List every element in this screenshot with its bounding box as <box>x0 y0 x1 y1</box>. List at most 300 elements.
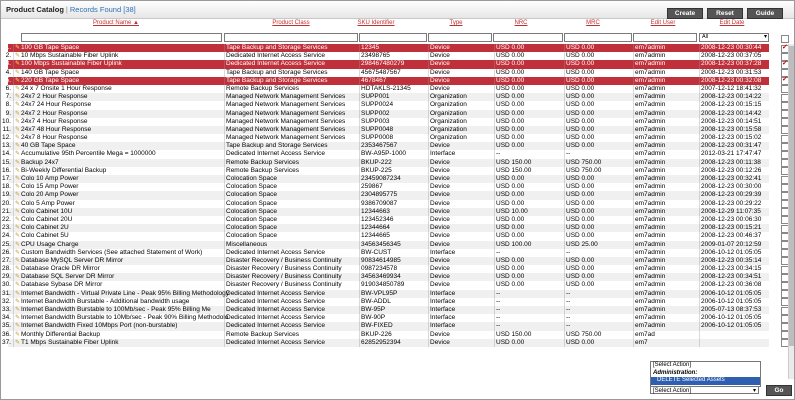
table-row[interactable] <box>5 93 769 101</box>
product-name-text[interactable]: 24x7 2 Hour Response <box>21 93 88 101</box>
cell-product-class: Disaster Recovery / Business Continuity <box>224 265 359 273</box>
table-row[interactable] <box>1 158 769 167</box>
cell-type: Interface <box>428 314 494 322</box>
cell-nrc: USD 0.00 <box>494 339 564 347</box>
product-name-text[interactable]: 24x7 2 Hour Response <box>21 109 88 117</box>
row-number: 32. <box>1 297 11 305</box>
cell-edit-user: em7admin <box>633 241 699 249</box>
edit-pencil-icon[interactable]: ✎ <box>15 216 21 223</box>
product-name-text[interactable]: 40 GB Tape Space <box>21 142 76 150</box>
cell-product-class: Colocation Space <box>224 232 359 240</box>
cell-sku: 34563469934 <box>359 273 428 281</box>
filter-nrc[interactable] <box>493 33 563 42</box>
table-row[interactable] <box>1 207 769 216</box>
row-number: 30. <box>1 281 11 289</box>
cell-product-class: Dedicated Internet Access Service <box>224 150 359 158</box>
column-header-product-class[interactable]: Product Class <box>272 20 310 26</box>
cell-type: Interface <box>428 150 494 158</box>
table-row[interactable] <box>1 314 769 322</box>
edit-pencil-icon[interactable]: ✎ <box>15 323 21 330</box>
column-header-sku[interactable]: SKU Identifier <box>357 20 395 26</box>
cell-type: Device <box>428 167 494 175</box>
cell-edit-user: em7admin <box>633 142 699 150</box>
table-row[interactable] <box>1 199 769 208</box>
cell-edit-user: em7admin <box>633 183 699 191</box>
product-name-text[interactable]: Colo Cabinet 5U <box>21 232 69 240</box>
action-select[interactable]: [Select Action] ▾ <box>650 386 759 394</box>
filter-edit-date-select[interactable]: All ▾ <box>699 33 769 42</box>
cell-sku: 259867 <box>359 183 428 191</box>
edit-pencil-icon[interactable]: ✎ <box>15 298 21 305</box>
row-number: 1. <box>5 44 11 51</box>
table-row[interactable] <box>1 248 769 257</box>
product-name-text[interactable]: Colo 5 Amp Power <box>21 199 75 207</box>
edit-pencil-icon[interactable]: ✎ <box>15 85 21 92</box>
column-header-product-name[interactable]: Product Name ▲ <box>93 20 139 26</box>
edit-pencil-icon[interactable]: ✎ <box>15 266 21 273</box>
product-name-text[interactable]: Database Oracle DR Mirror <box>21 265 100 273</box>
cell-mrc: USD 750.00 <box>564 331 633 339</box>
cell-product-class: Remote Backup Services <box>224 85 359 93</box>
cell-sku: 12345 <box>359 44 428 52</box>
table-row[interactable] <box>5 109 769 118</box>
cell-product-name <box>13 224 224 232</box>
table-row[interactable] <box>1 297 769 306</box>
row-number: 25. <box>1 240 11 248</box>
edit-pencil-icon[interactable]: ✎ <box>15 290 21 297</box>
table-row[interactable] <box>2 125 769 134</box>
cell-edit-date: 2008-12-23 00:30:44 <box>699 44 770 52</box>
cell-product-name <box>13 331 224 339</box>
cell-product-class: Colocation Space <box>224 200 359 208</box>
row-number: 16. <box>1 166 11 174</box>
table-row[interactable] <box>5 60 769 68</box>
edit-pencil-icon[interactable]: ✎ <box>15 307 21 313</box>
cell-edit-date: 2012-03-21 17:47:47 <box>699 150 770 158</box>
column-header-type[interactable]: Type <box>449 20 463 26</box>
cell-mrc: -- <box>564 322 633 330</box>
cell-product-class: Disaster Recovery / Business Continuity <box>224 281 359 289</box>
cell-type: Device <box>428 241 494 249</box>
cell-edit-date: 2008-12-23 00:31:47 <box>699 142 770 150</box>
cell-mrc: USD 750.00 <box>564 167 633 175</box>
title-text: Product Catalog <box>6 5 64 14</box>
product-name-text[interactable]: Colo 10 Amp Power <box>21 175 79 182</box>
table-row[interactable] <box>5 44 769 52</box>
cell-product-name <box>13 175 224 183</box>
table-row[interactable] <box>1 289 769 298</box>
cell-nrc: USD 0.00 <box>494 60 564 68</box>
edit-pencil-icon[interactable]: ✎ <box>15 102 21 109</box>
cell-sku: BW-A95P-1000 <box>359 150 428 158</box>
cell-product-class: Managed Network Management Services <box>224 134 359 142</box>
cell-edit-date: 2008-12-23 00:34:15 <box>699 265 770 273</box>
cell-type: Device <box>428 191 494 199</box>
column-header-edit-date[interactable]: Edit Date <box>719 20 745 26</box>
table-row[interactable] <box>1 273 769 281</box>
cell-type: Device <box>428 331 494 339</box>
cell-sku: HDTAKLS-21345 <box>359 85 428 93</box>
table-row[interactable] <box>1 322 769 330</box>
edit-pencil-icon[interactable]: ✎ <box>15 339 21 346</box>
filter-product-class[interactable] <box>224 33 358 42</box>
table-row[interactable] <box>1 134 769 142</box>
cell-product-name <box>13 208 224 216</box>
cell-product-class: Dedicated Internet Access Service <box>224 290 359 298</box>
row-number: 19. <box>1 191 11 199</box>
product-name-text[interactable]: Accumulative 95th Percentile Mega = 1000000 <box>21 150 156 158</box>
product-name-text[interactable]: 24 x 7 Onsite 1 Hour Response <box>21 84 112 92</box>
cell-type: Device <box>428 85 494 93</box>
table-row[interactable] <box>5 101 769 109</box>
cell-edit-date: 2006-10-12 01:05:05 <box>699 249 770 257</box>
cell-product-name <box>13 241 224 249</box>
cell-nrc: USD 0.00 <box>494 110 564 118</box>
product-name-text[interactable]: Internet Bandwidth Burstable to 10Mb/sec - Peak 90% Billing Methodolo <box>21 314 229 322</box>
table-row[interactable] <box>1 224 769 232</box>
cell-nrc: USD 10.00 <box>494 208 564 216</box>
product-name-text[interactable]: Backup 24x7 <box>21 158 59 166</box>
edit-pencil-icon[interactable]: ✎ <box>15 167 21 174</box>
cell-product-class: Managed Network Management Services <box>224 101 359 109</box>
cell-type: Device <box>428 44 494 52</box>
cell-type: Device <box>428 52 494 60</box>
cell-nrc: -- <box>494 150 564 158</box>
create-button[interactable]: Create <box>667 8 703 19</box>
cell-edit-date: 2006-10-12 01:05:05 <box>699 290 770 298</box>
cell-product-class: Colocation Space <box>224 216 359 224</box>
product-name-text[interactable]: Colo Cabinet 10U <box>21 207 73 215</box>
edit-pencil-icon[interactable]: ✎ <box>15 331 21 338</box>
cell-mrc: -- <box>564 150 633 158</box>
cell-edit-date: 2008-12-23 00:30:00 <box>699 183 770 191</box>
table-row[interactable] <box>1 265 769 273</box>
cell-type: Device <box>428 60 494 68</box>
cell-sku: SUPP0024 <box>359 101 428 109</box>
product-name-text[interactable]: Internet Bandwidth Fixed 10Mbps Port (non-burstable) <box>21 322 178 330</box>
cell-type: Device <box>428 208 494 216</box>
product-name-text[interactable]: Database MySQL Server DR Mirror <box>21 256 123 264</box>
cell-product-class: Disaster Recovery / Business Continuity <box>224 257 359 265</box>
cell-nrc: USD 0.00 <box>494 273 564 281</box>
product-name-text[interactable]: Colo 20 Amp Power <box>21 191 79 199</box>
cell-product-name <box>13 191 224 199</box>
cell-product-class: Remote Backup Services <box>224 167 359 175</box>
product-name-text[interactable]: Database SQL Server DR Mirror <box>21 273 115 281</box>
product-name-text[interactable]: 220 GB Tape Space <box>21 76 80 84</box>
edit-pencil-icon[interactable]: ✎ <box>15 282 21 289</box>
product-name-text[interactable]: 100 Mbps Sustainable Fiber Uplink <box>21 60 122 68</box>
product-name-text[interactable]: CPU Usage Charge <box>21 240 79 248</box>
edit-pencil-icon[interactable]: ✎ <box>15 225 21 232</box>
table-row[interactable] <box>1 215 769 224</box>
table-row[interactable] <box>5 76 769 85</box>
cell-product-name <box>13 322 224 330</box>
cell-product-class: Dedicated Internet Access Service <box>224 322 359 330</box>
edit-pencil-icon[interactable]: ✎ <box>15 249 21 256</box>
cell-edit-date: 2008-12-23 00:31:53 <box>699 69 770 77</box>
product-name-text[interactable]: 140 GB Tape Space <box>21 68 80 76</box>
edit-pencil-icon[interactable]: ✎ <box>15 151 21 158</box>
edit-pencil-icon[interactable]: ✎ <box>15 257 21 264</box>
edit-pencil-icon[interactable]: ✎ <box>15 61 21 68</box>
filter-edit-user[interactable] <box>633 33 697 42</box>
product-name-text[interactable]: 100 GB Tape Space <box>21 44 80 51</box>
cell-type: Device <box>428 257 494 265</box>
product-name-text[interactable]: Colo Cabinet 20U <box>21 215 73 223</box>
row-number: 4. <box>5 68 11 76</box>
edit-pencil-icon[interactable]: ✎ <box>15 53 21 60</box>
edit-pencil-icon[interactable]: ✎ <box>15 77 21 84</box>
row-number: 3. <box>5 60 11 68</box>
edit-pencil-icon[interactable]: ✎ <box>15 233 21 240</box>
table-row[interactable] <box>1 150 769 158</box>
product-name-text[interactable]: 24x7 24 Hour Response <box>21 101 92 109</box>
cell-product-name <box>13 110 224 118</box>
edit-pencil-icon[interactable]: ✎ <box>15 135 21 142</box>
product-name-text[interactable]: T1 Mbps Sustainable Fiber Uplink <box>21 338 119 346</box>
table-row[interactable] <box>1 191 769 199</box>
cell-type: Device <box>428 216 494 224</box>
menu-option-delete-assets[interactable]: DELETE Selected Assets <box>651 377 760 385</box>
cell-mrc: USD 0.00 <box>564 101 633 109</box>
column-header-edit-user[interactable]: Edit User <box>650 20 676 26</box>
cell-nrc: USD 150.00 <box>494 331 564 339</box>
cell-edit-user: em7admin <box>633 216 699 224</box>
table-row[interactable] <box>1 240 769 249</box>
cell-sku: 0987234578 <box>359 265 428 273</box>
cell-product-name <box>13 77 224 85</box>
edit-pencil-icon[interactable]: ✎ <box>15 208 21 215</box>
cell-mrc: USD 0.00 <box>564 191 633 199</box>
cell-nrc: USD 0.00 <box>494 200 564 208</box>
cell-product-name <box>13 298 224 306</box>
table-row[interactable] <box>1 281 769 289</box>
cell-type: Device <box>428 183 494 191</box>
cell-product-name <box>13 142 224 150</box>
cell-type: Interface <box>428 322 494 330</box>
edit-pencil-icon[interactable]: ✎ <box>15 274 21 281</box>
table-row[interactable] <box>1 117 769 126</box>
cell-edit-date: 2008-12-23 00:15:02 <box>699 134 770 142</box>
table-row[interactable] <box>1 142 769 150</box>
cell-mrc: USD 0.00 <box>564 142 633 150</box>
cell-mrc: USD 0.00 <box>564 216 633 224</box>
cell-edit-date: 2008-12-23 00:34:51 <box>699 273 770 281</box>
cell-mrc: USD 0.00 <box>564 200 633 208</box>
cell-edit-user: em7admin <box>633 44 699 52</box>
cell-mrc: USD 0.00 <box>564 126 633 134</box>
cell-type: Device <box>428 142 494 150</box>
cell-mrc: USD 0.00 <box>564 208 633 216</box>
cell-mrc: USD 0.00 <box>564 175 633 183</box>
product-name-text[interactable]: Bi-Weekly Differential Backup <box>21 166 107 174</box>
filter-type[interactable] <box>428 33 492 42</box>
cell-product-name <box>13 200 224 208</box>
cell-edit-user: em7admin <box>633 191 699 199</box>
cell-sku: BW-90P <box>359 314 428 322</box>
cell-mrc: USD 0.00 <box>564 339 633 347</box>
cell-product-name <box>13 314 229 322</box>
scrollbar[interactable] <box>788 44 794 379</box>
cell-product-class: Dedicated Internet Access Service <box>224 249 359 257</box>
cell-nrc: -- <box>494 322 564 330</box>
table-row[interactable] <box>1 183 769 191</box>
guide-button[interactable]: Guide <box>747 8 783 19</box>
cell-sku: BKUP-225 <box>359 167 428 175</box>
table-row[interactable] <box>5 52 769 60</box>
cell-edit-user: em7admin <box>633 298 699 306</box>
cell-nrc: USD 0.00 <box>494 101 564 109</box>
edit-pencil-icon[interactable]: ✎ <box>15 184 21 191</box>
product-name-text[interactable]: 24x7 48 Hour Response <box>21 125 92 133</box>
table-row[interactable] <box>1 306 769 314</box>
product-name-text[interactable]: Colo Cabinet 2U <box>21 224 69 232</box>
cell-mrc: USD 0.00 <box>564 52 633 60</box>
cell-type: Interface <box>428 306 494 314</box>
cell-product-name <box>13 232 224 240</box>
cell-product-name <box>13 44 224 52</box>
edit-pencil-icon[interactable]: ✎ <box>15 176 21 182</box>
row-number: 22. <box>1 215 11 223</box>
product-name-text[interactable]: 24x7 8 Hour Response <box>21 134 88 142</box>
filter-product-name[interactable] <box>21 33 222 42</box>
cell-edit-user: em7admin <box>633 126 699 134</box>
cell-nrc: USD 0.00 <box>494 69 564 77</box>
product-name-text[interactable]: Custom Bandwidth Services (See attached Statement of Work) <box>21 248 203 256</box>
cell-mrc: USD 0.00 <box>564 265 633 273</box>
cell-edit-date: 2006-10-12 01:05:05 <box>699 322 770 330</box>
table-row[interactable] <box>5 84 769 93</box>
cell-edit-date: 2008-12-23 00:14:51 <box>699 118 770 126</box>
product-name-text[interactable]: 24x7 4 Hour Response <box>21 117 88 125</box>
cell-sku: 34563456345 <box>359 241 428 249</box>
cell-mrc: -- <box>564 298 633 306</box>
cell-sku: 2353467567 <box>359 142 428 150</box>
cell-edit-date: 2006-10-12 01:05:05 <box>699 298 770 306</box>
scrollbar-thumb[interactable] <box>789 46 794 346</box>
column-header-nrc[interactable]: NRC <box>514 20 528 26</box>
cell-type: Organization <box>428 118 494 126</box>
product-name-text[interactable]: Monthly Differential Backup <box>21 330 101 338</box>
table-row[interactable] <box>1 232 769 240</box>
cell-edit-user: em7admin <box>633 265 699 273</box>
row-number: 18. <box>1 183 11 191</box>
edit-pencil-icon[interactable]: ✎ <box>15 118 21 125</box>
cell-nrc: USD 0.00 <box>494 257 564 265</box>
cell-type: Device <box>428 232 494 240</box>
product-name-text[interactable]: Internet Bandwidth - Virtual Private Line - Peak 95% Billing Methodology <box>21 289 229 297</box>
cell-edit-date: 2008-12-23 00:32:08 <box>699 77 770 85</box>
cell-type: Device <box>428 273 494 281</box>
row-number: 14. <box>1 150 11 158</box>
table-row[interactable] <box>1 256 769 265</box>
table-row[interactable] <box>1 330 769 339</box>
cell-edit-date <box>699 331 770 339</box>
edit-pencil-icon[interactable]: ✎ <box>15 126 21 133</box>
edit-pencil-icon[interactable]: ✎ <box>15 200 21 207</box>
table-row[interactable] <box>1 175 769 183</box>
cell-mrc: -- <box>564 306 633 314</box>
table-row[interactable] <box>1 166 769 175</box>
cell-product-class: Colocation Space <box>224 175 359 183</box>
cell-edit-date: 2008-12-23 00:35:14 <box>699 257 770 265</box>
column-header-mrc[interactable]: MRC <box>586 20 600 26</box>
table-row[interactable] <box>5 68 769 77</box>
cell-edit-user: em7admin <box>633 290 699 298</box>
cell-edit-user: em7admin <box>633 101 699 109</box>
cell-sku: SUPP003 <box>359 118 428 126</box>
edit-pencil-icon[interactable]: ✎ <box>15 315 21 322</box>
row-number: 17. <box>1 175 11 182</box>
cell-product-name <box>13 101 224 109</box>
cell-edit-user: em7admin <box>633 167 699 175</box>
filter-sku[interactable] <box>359 33 427 42</box>
filter-mrc[interactable] <box>564 33 632 42</box>
row-number: 2. <box>5 52 11 60</box>
cell-mrc: USD 0.00 <box>564 232 633 240</box>
edit-pencil-icon[interactable]: ✎ <box>15 94 21 101</box>
select-all-checkbox[interactable] <box>781 35 789 43</box>
product-name-text[interactable]: Internet Bandwidth Burstable to 100Mb/sec - Peak 95% Billing Me <box>21 306 211 313</box>
edit-pencil-icon[interactable]: ✎ <box>15 192 21 199</box>
cell-sku: BW-CUST <box>359 249 428 257</box>
cell-nrc: USD 0.00 <box>494 191 564 199</box>
cell-edit-user: em7admin <box>633 314 699 322</box>
cell-edit-date: 2008-12-23 00:36:08 <box>699 281 770 289</box>
cell-edit-user: em7admin <box>633 52 699 60</box>
product-name-text[interactable]: Colo 15 Amp Power <box>21 183 79 191</box>
action-dropdown-menu[interactable] <box>650 361 761 387</box>
cell-nrc: -- <box>494 314 564 322</box>
cell-sku: 123452346 <box>359 216 428 224</box>
cell-product-class: Dedicated Internet Access Service <box>224 60 359 68</box>
cell-sku: 12344663 <box>359 208 428 216</box>
cell-type: Organization <box>428 101 494 109</box>
cell-nrc: USD 0.00 <box>494 118 564 126</box>
edit-pencil-icon[interactable]: ✎ <box>15 143 21 150</box>
cell-product-class: Dedicated Internet Access Service <box>224 339 359 347</box>
go-button[interactable]: Go <box>766 385 792 396</box>
cell-product-class: Colocation Space <box>224 191 359 199</box>
cell-mrc: USD 25.00 <box>564 241 633 249</box>
cell-nrc: USD 150.00 <box>494 159 564 167</box>
edit-pencil-icon[interactable]: ✎ <box>15 69 21 76</box>
cell-product-class: Colocation Space <box>224 208 359 216</box>
product-name-text[interactable]: Database Sybase DR Mirror <box>21 281 103 289</box>
cell-edit-date: 2008-12-29 11:07:35 <box>699 208 770 216</box>
edit-pencil-icon[interactable]: ✎ <box>15 45 21 51</box>
edit-pencil-icon[interactable]: ✎ <box>15 110 21 117</box>
menu-option-placeholder[interactable]: [Select Action] <box>653 362 692 368</box>
product-name-text[interactable]: 10 Mbps Sustainable Fiber Uplink <box>21 52 119 60</box>
cell-product-name <box>13 216 224 224</box>
product-name-text[interactable]: Internet Bandwidth Burstable - Additional bandwidth usage <box>21 297 190 305</box>
cell-edit-user: em7admin <box>633 322 699 330</box>
cell-edit-user: em7 <box>633 339 699 347</box>
cell-mrc: -- <box>564 314 633 322</box>
cell-sku: 45675487567 <box>359 69 428 77</box>
row-number: 29. <box>1 273 11 281</box>
table-row[interactable] <box>1 338 769 347</box>
cell-mrc: USD 0.00 <box>564 224 633 232</box>
cell-type: Device <box>428 339 494 347</box>
cell-product-name <box>13 134 224 142</box>
cell-product-class: Disaster Recovery / Business Continuity <box>224 273 359 281</box>
reset-button[interactable]: Reset <box>707 8 743 19</box>
edit-pencil-icon[interactable]: ✎ <box>15 241 21 248</box>
edit-pencil-icon[interactable]: ✎ <box>15 159 21 166</box>
